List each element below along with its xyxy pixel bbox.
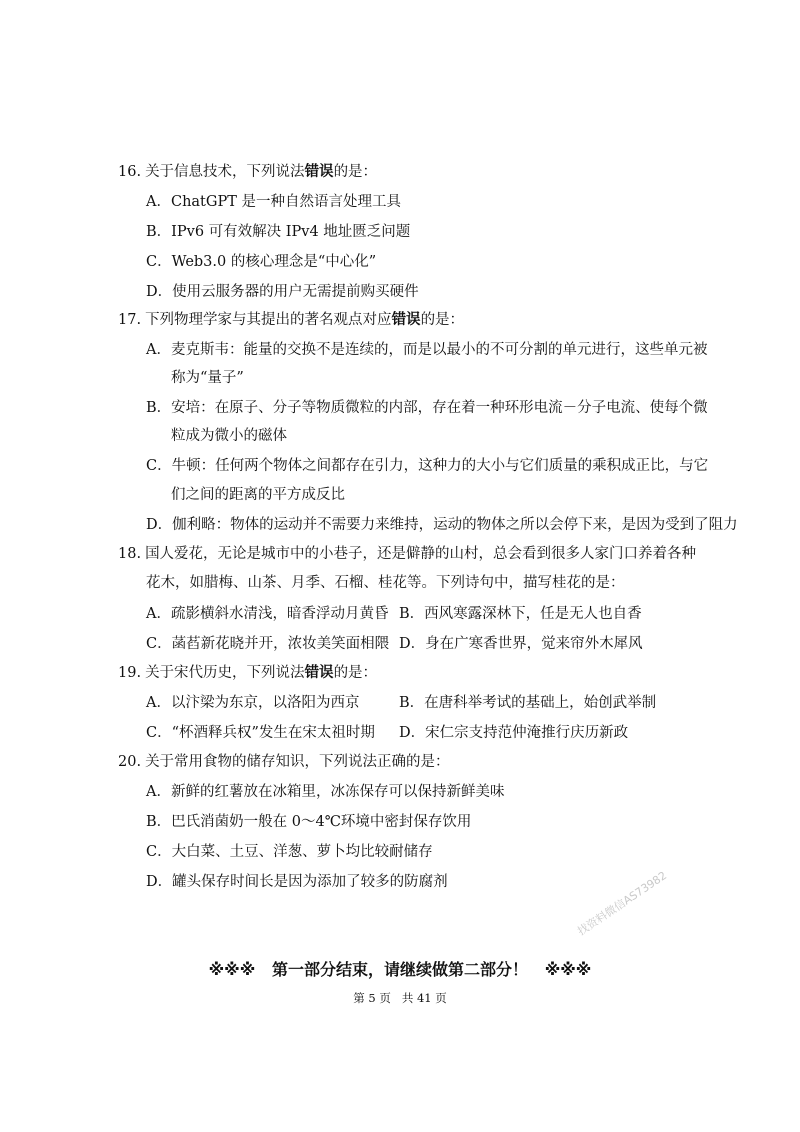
- question-18-option-c: C．菡萏新花晓并开，浓妆美笑面相隈: [146, 636, 390, 652]
- question-18-option-d: D．身在广寒香世界，觉来帘外木犀风: [399, 636, 643, 652]
- question-20-option-b: B．巴氏消菌奶一般在 0～4℃环境中密封保存饮用: [146, 814, 472, 830]
- question-20-stem: 20. 关于常用食物的储存知识，下列说法正确的是：: [118, 754, 450, 770]
- question-19-option-d: D．宋仁宗支持范仲淹推行庆历新政: [399, 725, 629, 741]
- question-18-stem-cont: 花木，如腊梅、山茶、月季、石榴、桂花等。下列诗句中，描写桂花的是：: [146, 575, 625, 591]
- question-18-option-b: B．西风寒露深林下，任是无人也自香: [399, 606, 642, 622]
- question-17-option-b-cont: 粒成为微小的磁体: [171, 428, 287, 444]
- question-17-option-c: C．牛顿：任何两个物体之间都存在引力，这种力的大小与它们质量的乘积成正比，与它: [146, 458, 709, 474]
- question-18-stem: 18. 国人爱花，无论是城市中的小巷子，还是僻静的山村，总会看到很多人家门口养着各种: [118, 546, 697, 562]
- section-end-banner: ※※※ 第一部分结束，请继续做第二部分！ ※※※: [208, 960, 592, 979]
- question-20-option-d: D．罐头保存时间长是因为添加了较多的防腐剂: [146, 874, 448, 890]
- question-20-option-a: A．新鲜的红薯放在冰箱里，冰冻保存可以保持新鲜美味: [146, 784, 505, 800]
- question-17-stem: 17. 下列物理学家与其提出的著名观点对应错误的是：: [118, 311, 465, 328]
- page-footer: 第 5 页 共 41 页: [353, 991, 447, 1005]
- question-19-option-b: B．在唐科举考试的基础上，始创武举制: [399, 695, 657, 711]
- question-16-option-b: B．IPv6 可有效解决 IPv4 地址匮乏问题: [146, 224, 411, 240]
- question-17-option-c-cont: 们之间的距离的平方成反比: [171, 487, 345, 503]
- question-18-option-a: A．疏影横斜水清浅，暗香浮动月黄昏: [146, 606, 389, 622]
- question-16-option-a: A．ChatGPT 是一种自然语言处理工具: [146, 194, 401, 210]
- question-17-option-a-cont: 称为“量子”: [171, 370, 244, 386]
- question-16-option-c: C．Web3.0 的核心理念是“中心化”: [146, 254, 377, 270]
- question-19-stem: 19. 关于宋代历史，下列说法错误的是：: [118, 664, 378, 681]
- question-17-option-a: A．麦克斯韦：能量的交换不是连续的，而是以最小的不可分割的单元进行，这些单元被: [146, 342, 708, 358]
- watermark: 找资料微信AS73982: [575, 868, 670, 939]
- question-19-option-a: A．以汴梁为东京，以洛阳为西京: [146, 695, 360, 711]
- question-17-option-d: D．伽利略：物体的运动并不需要力来维持，运动的物体之所以会停下来，是因为受到了阻力: [146, 517, 738, 533]
- question-16-stem: 16. 关于信息技术，下列说法错误的是：: [118, 163, 378, 180]
- question-17-option-b: B．安培：在原子、分子等物质微粒的内部，存在着一种环形电流－分子电流、使每个微: [146, 400, 708, 416]
- question-19-option-c: C．“杯酒释兵权”发生在宋太祖时期: [146, 725, 375, 741]
- question-16-option-d: D．使用云服务器的用户无需提前购买硬件: [146, 284, 419, 300]
- question-20-option-c: C．大白菜、土豆、洋葱、萝卜均比较耐储存: [146, 844, 433, 860]
